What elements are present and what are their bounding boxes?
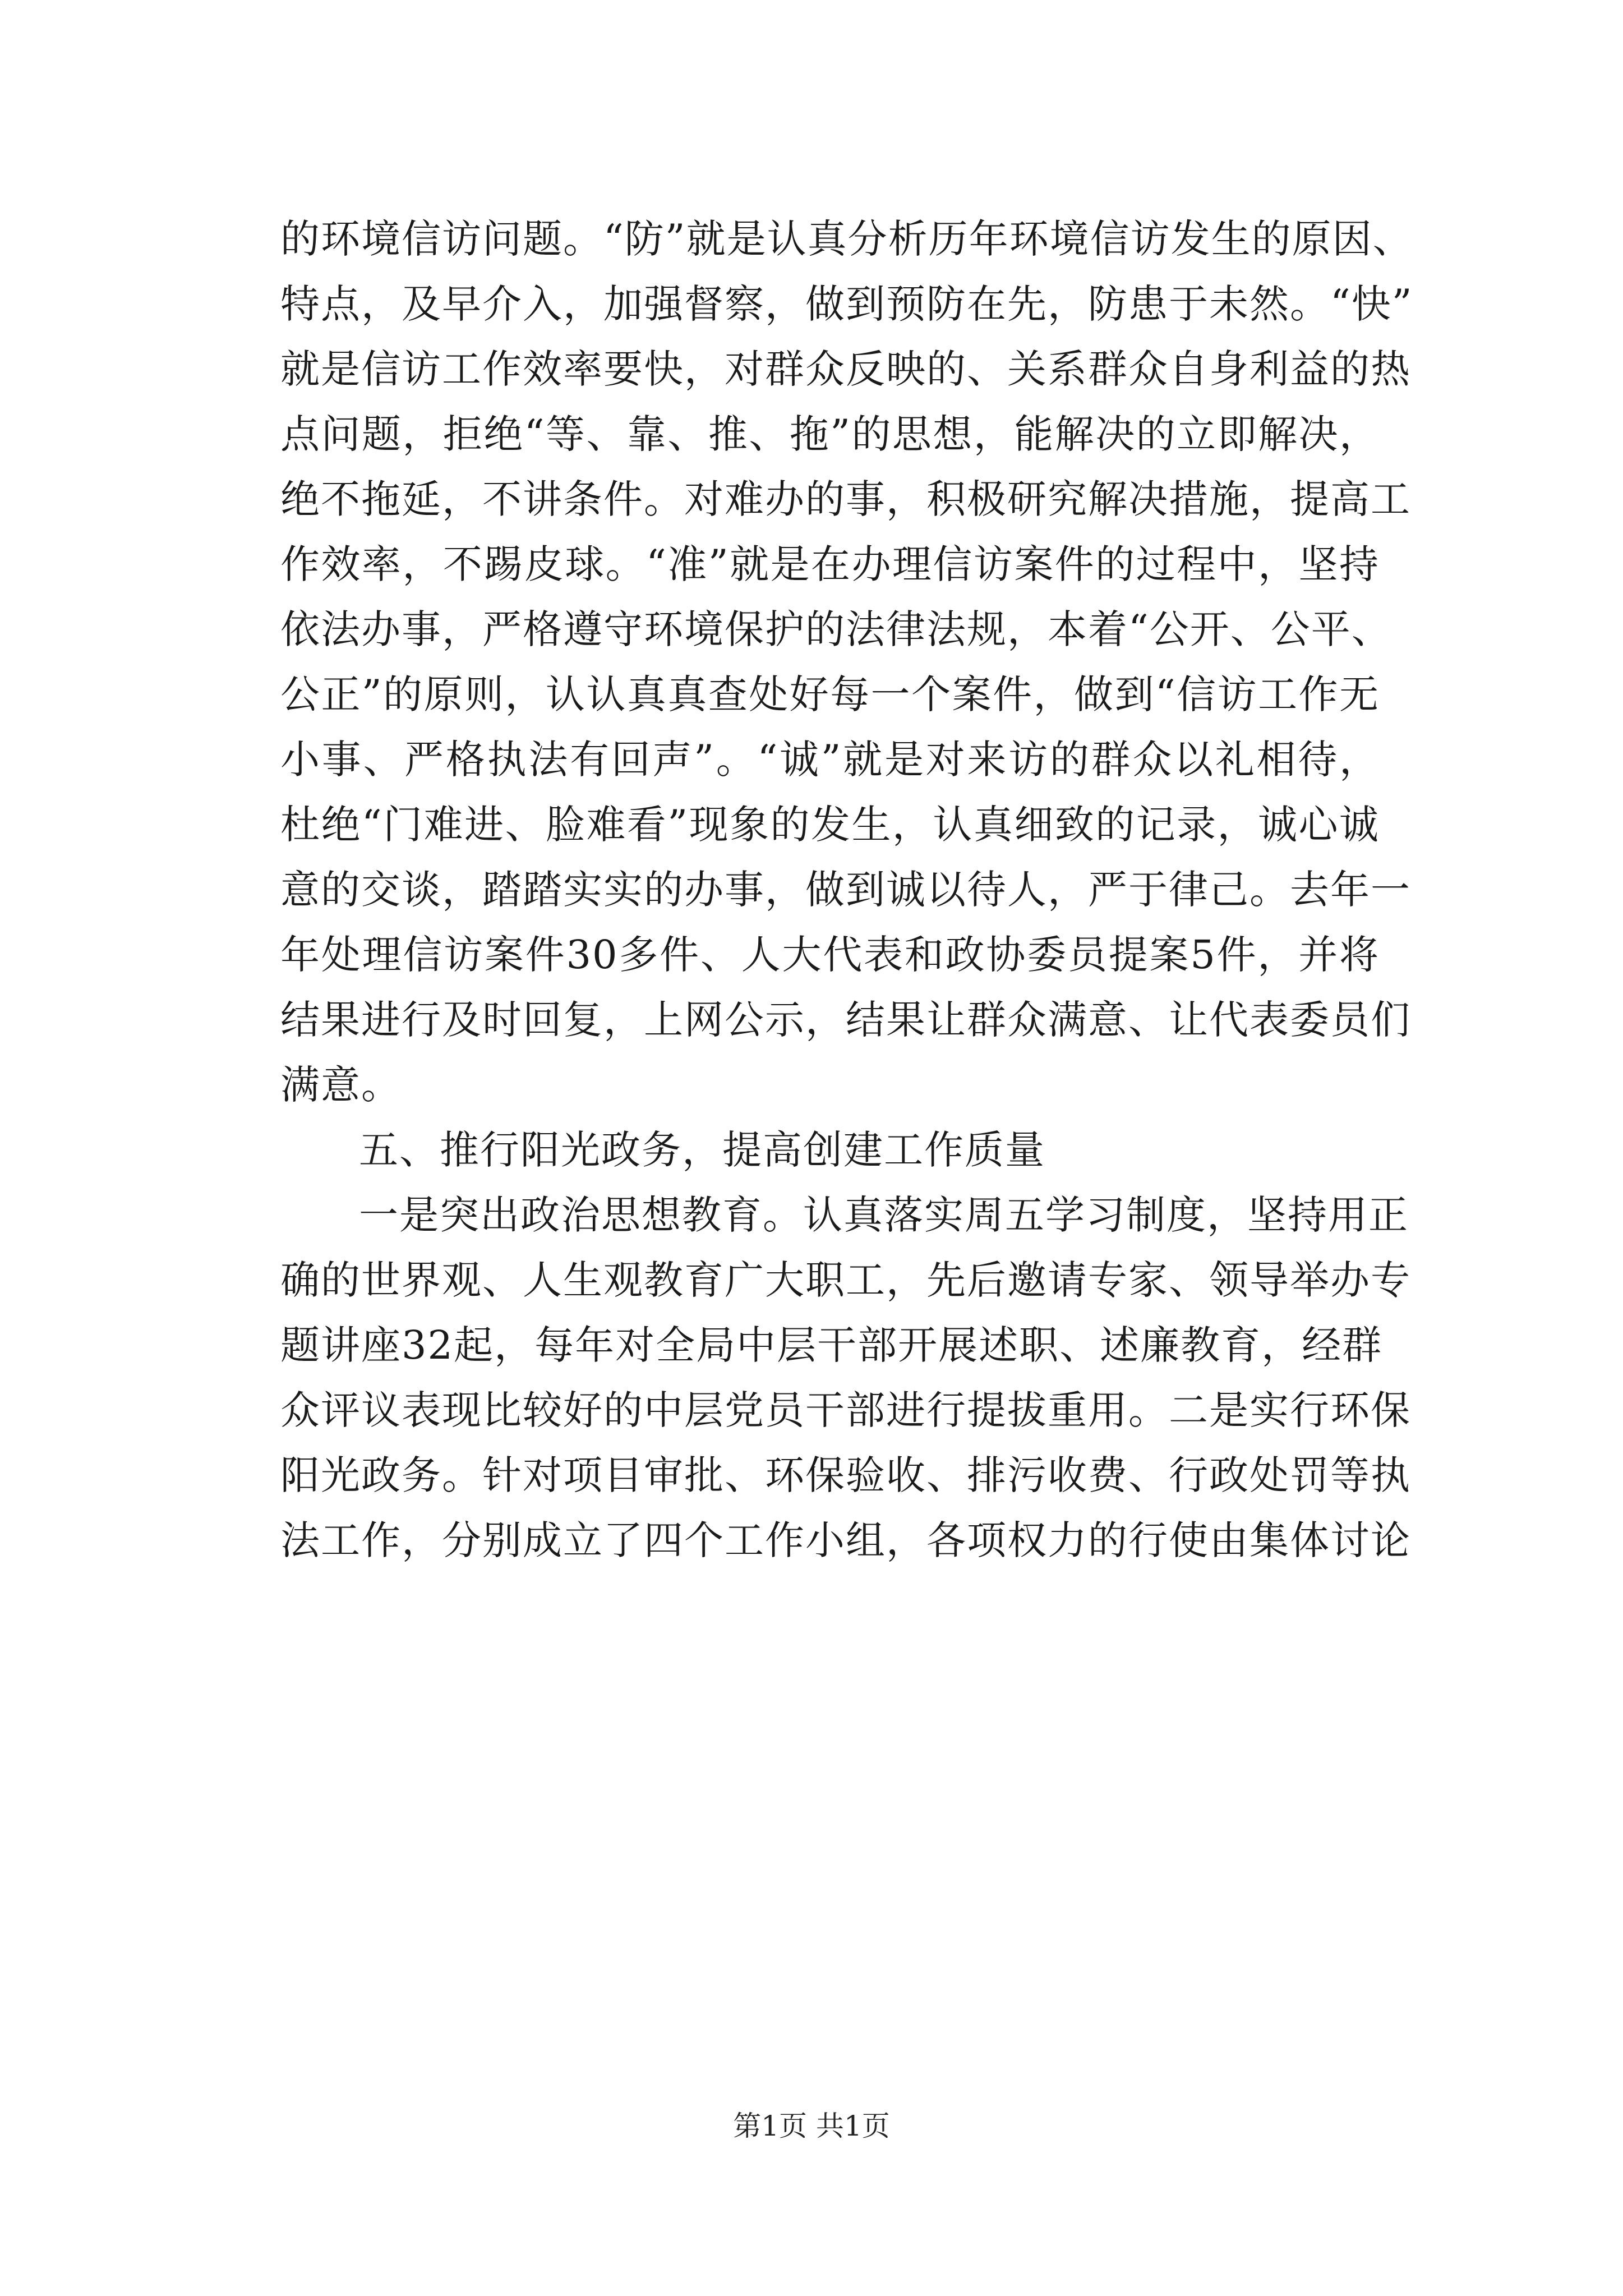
text-line: 作效率，不踢皮球。“准”就是在办理信访案件的过程中，坚持 (280, 541, 1380, 587)
text-line: 的环境信访问题。“防”就是认真分析历年环境信访发生的原因、 (280, 216, 1413, 262)
text-line: 阳光政务。针对项目审批、环保验收、排污收费、行政处罚等执 (280, 1452, 1411, 1498)
text-line: 一是突出政治思想教育。认真落实周五学习制度，坚持用正 (359, 1192, 1409, 1238)
text-line: 结果进行及时回复，上网公示，结果让群众满意、让代表委员们 (280, 997, 1411, 1043)
text-line: 依法办事，严格遵守环境保护的法律法规，本着“公开、公平、 (280, 606, 1392, 652)
text-line: 意的交谈，踏踏实实的办事，做到诚以待人，严于律己。去年一 (280, 867, 1411, 913)
text-line: 杜绝“门难进、脸难看”现象的发生，认真细致的记录，诚心诚 (280, 802, 1380, 848)
text-line: 公正”的原则，认认真真查处好每一个案件，做到“信访工作无 (280, 671, 1380, 717)
page-number: 第1页 共1页 (733, 2110, 890, 2142)
page-footer (0, 2109, 1623, 2143)
text-line: 年处理信访案件30多件、人大代表和政协委员提案5件，并将 (280, 932, 1380, 978)
text-line: 满意。 (280, 1062, 402, 1108)
text-line: 点问题，拒绝“等、靠、推、拖”的思想，能解决的立即解决， (280, 411, 1380, 457)
text-line: 绝不拖延，不讲条件。对难办的事，积极研究解决措施，提高工 (280, 476, 1411, 522)
text-line: 就是信访工作效率要快，对群众反映的、关系群众自身利益的热 (280, 346, 1411, 392)
text-line: 法工作，分别成立了四个工作小组，各项权力的行使由集体讨论 (280, 1517, 1411, 1563)
section-heading: 五、推行阳光政务，提高创建工作质量 (359, 1127, 1045, 1173)
text-line: 确的世界观、人生观教育广大职工，先后邀请专家、领导举办专 (280, 1257, 1411, 1303)
text-line: 小事、严格执法有回声”。“诚”就是对来访的群众以礼相待， (280, 737, 1380, 783)
text-line: 题讲座32起，每年对全局中层干部开展述职、述廉教育，经群 (280, 1322, 1383, 1368)
text-line: 众评议表现比较好的中层党员干部进行提拔重用。二是实行环保 (280, 1387, 1411, 1433)
text-line: 特点，及早介入，加强督察，做到预防在先，防患于未然。“快” (280, 281, 1413, 327)
document-body (280, 213, 1413, 1580)
